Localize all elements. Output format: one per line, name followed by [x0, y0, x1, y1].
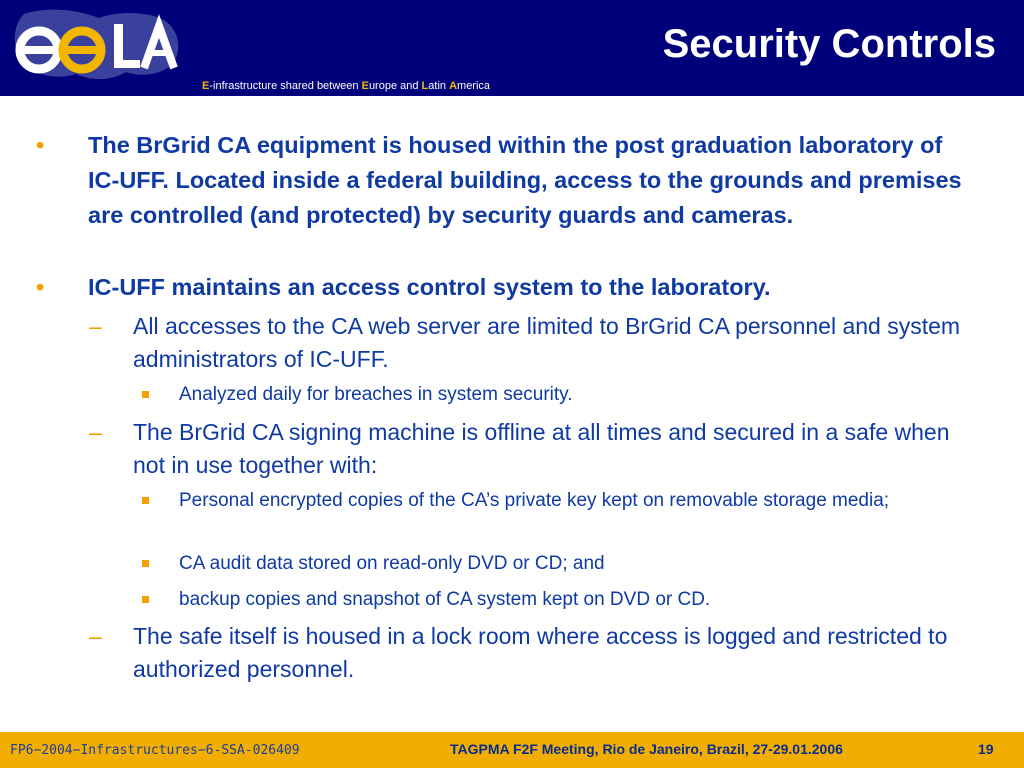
sub-item-signing-machine	[89, 416, 983, 482]
sub-item-lock-room	[89, 620, 983, 686]
page-number: 19	[978, 741, 994, 757]
subsub-item-private-key	[179, 487, 959, 515]
bullet-item-access-control	[36, 270, 978, 305]
square-bullet-icon	[142, 497, 149, 504]
bullet-text: The BrGrid CA equipment is housed within the post graduation laboratory of IC-UFF. Located inside a federal building, access to the grounds and premises are controlled (and protected) by security guards and cameras.	[88, 132, 962, 228]
sub-item-text: The BrGrid CA signing machine is offline at all times and secured in a safe when not in use together with:	[133, 419, 950, 478]
tagline-part: -infrastructure shared between	[209, 80, 362, 92]
tagline-part: atin	[428, 80, 450, 92]
tagline-part: merica	[457, 80, 491, 92]
footer-project-id: FP6−2004−Infrastructures−6-SSA-026409	[10, 743, 300, 758]
bullet-marker: •	[36, 274, 45, 300]
footer-bar	[0, 732, 1024, 768]
footer-meeting: TAGPMA F2F Meeting, Rio de Janeiro, Brazil, 27-29.01.2006	[450, 741, 843, 757]
tagline-part: E	[361, 80, 369, 92]
dash-marker: –	[89, 419, 102, 445]
subsub-item-text: Analyzed daily for breaches in system security.	[179, 384, 573, 405]
bullet-marker: •	[36, 132, 45, 158]
header-bar	[0, 0, 1024, 96]
sub-item-text: All accesses to the CA web server are limited to BrGrid CA personnel and system administrators of IC-UFF.	[133, 313, 961, 372]
subsub-item-analyzed	[179, 381, 959, 409]
tagline-part: L	[421, 80, 429, 92]
tagline-part: urope and	[368, 80, 422, 92]
subsub-item-text: Personal encrypted copies of the CA’s private key kept on removable storage media;	[179, 490, 890, 511]
sub-item-web-server	[89, 310, 983, 376]
tagline-part: E	[202, 80, 210, 92]
subsub-item-text: CA audit data stored on read-only DVD or CD; and	[179, 553, 605, 574]
square-bullet-icon	[142, 391, 149, 398]
subsub-item-audit-data	[179, 550, 959, 578]
dash-marker: –	[89, 623, 102, 649]
slide-content	[0, 96, 1024, 732]
square-bullet-icon	[142, 596, 149, 603]
eela-logo-icon	[4, 4, 194, 84]
tagline	[202, 80, 490, 92]
square-bullet-icon	[142, 560, 149, 567]
bullet-text: IC-UFF maintains an access control system to the laboratory.	[88, 274, 771, 300]
dash-marker: –	[89, 313, 102, 339]
slide-title: Security Controls	[662, 22, 996, 66]
sub-item-text: The safe itself is housed in a lock room where access is logged and restricted to authorized personnel.	[133, 623, 948, 682]
subsub-item-backup	[179, 586, 959, 614]
subsub-item-text: backup copies and snapshot of CA system kept on DVD or CD.	[179, 589, 711, 610]
bullet-item-equipment	[36, 128, 978, 233]
tagline-part: A	[449, 80, 458, 92]
